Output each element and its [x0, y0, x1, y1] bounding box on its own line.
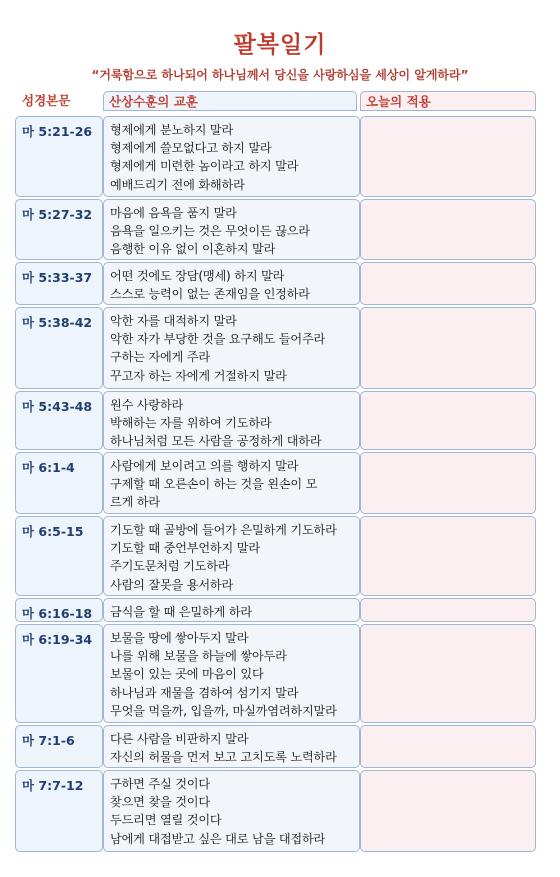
- application-cell[interactable]: [360, 516, 536, 596]
- application-cell[interactable]: [360, 391, 536, 450]
- reference-cell: [15, 770, 103, 852]
- reference-cell: [15, 516, 103, 596]
- table-row: [15, 624, 536, 723]
- lesson-line: 마음에 음욕을 품지 말라: [110, 206, 237, 220]
- application-cell[interactable]: [360, 262, 536, 305]
- page-title: 팔복일기: [233, 32, 327, 58]
- table-row: [15, 391, 536, 450]
- reference-cell: [15, 262, 103, 305]
- reference-cell: [15, 199, 103, 260]
- lesson-line: 나를 위해 보물을 하늘에 쌓아두라: [110, 649, 287, 664]
- header-reference: 성경본문: [22, 93, 71, 108]
- application-cell[interactable]: [360, 598, 536, 622]
- lesson-line: 꾸고자 하는 자에게 거절하지 말라: [110, 368, 287, 383]
- lesson-line: 구하는 자에게 주라: [110, 350, 210, 365]
- reference-cell: [15, 391, 103, 450]
- lesson-line: 다른 사람을 비판하지 말라: [110, 732, 249, 746]
- scripture-reference: 마 5:21-26: [22, 124, 93, 139]
- header-application: 오늘의 적용: [360, 91, 536, 111]
- scripture-reference: 마 5:33-37: [22, 270, 93, 285]
- scripture-reference: 마 5:27-32: [22, 207, 93, 222]
- table-row: [15, 116, 536, 197]
- lesson-line: 두드리면 열릴 것이다: [110, 813, 222, 828]
- application-cell[interactable]: [360, 770, 536, 852]
- lesson-line: 기도할 때 골방에 들어가 은밀하게 기도하라: [110, 523, 337, 537]
- lesson-line: 금식을 할 때 은밀하게 하라: [110, 605, 253, 619]
- lesson-line: 주기도문처럼 기도하라: [110, 559, 230, 574]
- lesson-cell: [103, 199, 360, 260]
- reference-cell: [15, 452, 103, 514]
- table-row: [15, 598, 536, 622]
- lesson-cell: [103, 770, 360, 852]
- lesson-cell: [103, 307, 360, 389]
- table-row: [15, 199, 536, 260]
- scripture-reference: 마 6:5-15: [22, 524, 84, 539]
- scripture-reference: 마 6:19-34: [22, 632, 93, 647]
- scripture-reference: 마 5:43-48: [22, 399, 93, 414]
- scripture-reference: 마 7:1-6: [22, 733, 75, 748]
- application-cell[interactable]: [360, 116, 536, 197]
- lesson-cell: [103, 624, 360, 723]
- lesson-line: 형제에게 분노하지 말라: [110, 123, 234, 137]
- lesson-cell: [103, 598, 360, 622]
- lesson-line: 원수 사랑하라: [110, 398, 184, 412]
- lesson-line: 구하면 주실 것이다: [110, 777, 210, 791]
- lesson-line: 하나님처럼 모든 사람을 공정하게 대하라: [110, 434, 322, 449]
- table-row: [15, 307, 536, 389]
- table-row: [15, 725, 536, 768]
- scripture-reference: 마 6:16-18: [22, 606, 93, 621]
- lesson-line: 악한 자를 대적하지 말라: [110, 314, 237, 328]
- table-row: [15, 516, 536, 596]
- lesson-line: 하나님과 재물을 겸하여 섬기지 말라: [110, 685, 299, 700]
- lesson-cell: [103, 452, 360, 514]
- lesson-line: 박해하는 자를 위하여 기도하라: [110, 416, 272, 431]
- lesson-line: 사람에게 보이려고 의를 행하지 말라: [110, 459, 299, 473]
- lesson-line: 예배드리기 전에 화해하라: [110, 177, 245, 192]
- lesson-cell: [103, 262, 360, 305]
- lesson-line: 보물이 있는 곳에 마음이 있다: [110, 667, 264, 682]
- scripture-reference: 마 6:1-4: [22, 460, 75, 475]
- lesson-line: 음행한 이유 없이 이혼하지 말라: [110, 242, 276, 257]
- lesson-line: 스스로 능력이 없는 존재임을 인정하라: [110, 287, 310, 302]
- scripture-reference: 마 5:38-42: [22, 315, 93, 330]
- table-row: [15, 770, 536, 852]
- lesson-line: 형제에게 미련한 놈이라고 하지 말라: [110, 159, 299, 174]
- application-cell[interactable]: [360, 624, 536, 723]
- application-cell[interactable]: [360, 452, 536, 514]
- lesson-cell: [103, 391, 360, 450]
- reference-cell: [15, 116, 103, 197]
- lesson-line: 무엇을 먹을까, 입을까, 마실까염려하지말라: [110, 703, 337, 718]
- lesson-line: 사람의 잘못을 용서하라: [110, 577, 234, 592]
- lesson-line: 음욕을 일으키는 것은 무엇이든 끊으라: [110, 224, 310, 239]
- lesson-line: 어떤 것에도 장담(맹세) 하지 말라: [110, 269, 285, 283]
- header-lessons: 산상수훈의 교훈: [103, 91, 357, 111]
- scripture-reference: 마 7:7-12: [22, 778, 84, 793]
- reference-cell: [15, 598, 103, 622]
- application-cell[interactable]: [360, 199, 536, 260]
- lesson-line: 악한 자가 부당한 것을 요구해도 들어주라: [110, 332, 326, 347]
- application-cell[interactable]: [360, 725, 536, 768]
- lesson-line: 르게 하라: [110, 495, 160, 510]
- application-cell[interactable]: [360, 307, 536, 389]
- lesson-line: 기도할 때 중언부언하지 말라: [110, 541, 260, 556]
- lesson-cell: [103, 116, 360, 197]
- lesson-line: 남에게 대접받고 싶은 대로 남을 대접하라: [110, 831, 326, 846]
- table-row: [15, 262, 536, 305]
- lesson-line: 구제할 때 오른손이 하는 것을 왼손이 모: [110, 477, 318, 492]
- lesson-cell: [103, 516, 360, 596]
- reference-cell: [15, 624, 103, 723]
- lesson-line: 자신의 허물을 먼저 보고 고치도록 노력하라: [110, 750, 337, 765]
- lesson-cell: [103, 725, 360, 768]
- lesson-line: 보물을 땅에 쌓아두지 말라: [110, 631, 249, 645]
- reference-cell: [15, 307, 103, 389]
- table-row: [15, 452, 536, 514]
- reference-cell: [15, 725, 103, 768]
- page-subtitle: “거룩함으로 하나되어 하나님께서 당신을 사랑하심을 세상이 알게하라”: [91, 68, 469, 82]
- lesson-line: 찾으면 찾을 것이다: [110, 795, 210, 810]
- lesson-line: 형제에게 쓸모없다고 하지 말라: [110, 141, 272, 156]
